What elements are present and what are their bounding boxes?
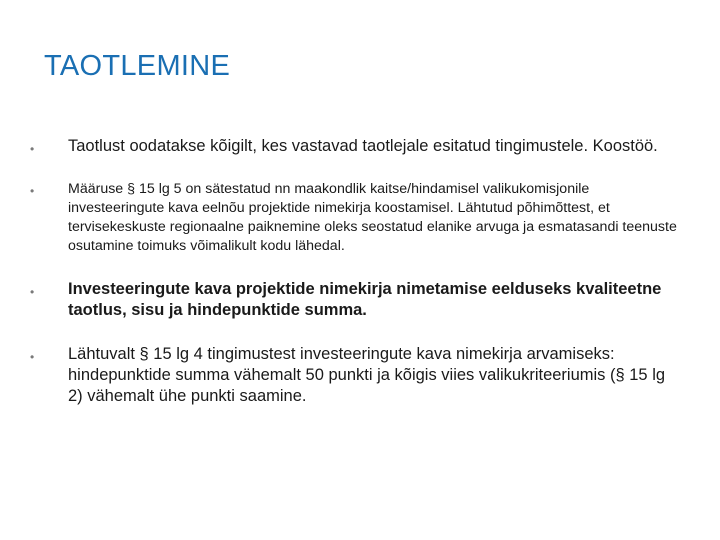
- bullet-item: [30, 136, 680, 157]
- bullet-item: [30, 279, 680, 321]
- bullet-text: Taotlust oodatakse kõigilt, kes vastavad taotlejale esitatud tingimustele. Koostöö.: [68, 137, 658, 155]
- bullet-text: Lähtuvalt § 15 lg 4 tingimustest investeeringute kava nimekirja arvamiseks: hindepunktide summa vähemalt 50 punkti ja kõigis viies valikukriteeriumis (§ 15 lg 2) vähemalt ühe punkti saamine.: [68, 345, 666, 405]
- bullet-text: Investeeringute kava projektide nimekirja nimetamise eelduseks kvaliteetne taotlus, sisu ja hindepunktide summa.: [68, 280, 662, 319]
- bullet-text: Määruse § 15 lg 5 on sätestatud nn maakondlik kaitse/hindamisel valikukomisjonile investeeringute kava eelnõu projektide nimekirja koostamisel. Lähtutud põhimõttest, et tervisekeskuste regionaalne paiknemine oleks seostatud elanike arvuga ja esmatasandi teenuste osutamine toimuks võimalikult kodu lähedal.: [68, 181, 677, 254]
- bullet-list: [30, 136, 680, 407]
- bullet-marker: •: [30, 184, 35, 198]
- bullet-marker: •: [30, 142, 35, 156]
- slide-title: TAOTLEMINE: [44, 50, 231, 82]
- bullet-item: [30, 180, 680, 256]
- bullet-marker: •: [30, 285, 35, 299]
- bullet-item: [30, 344, 680, 407]
- bullet-marker: •: [30, 350, 35, 364]
